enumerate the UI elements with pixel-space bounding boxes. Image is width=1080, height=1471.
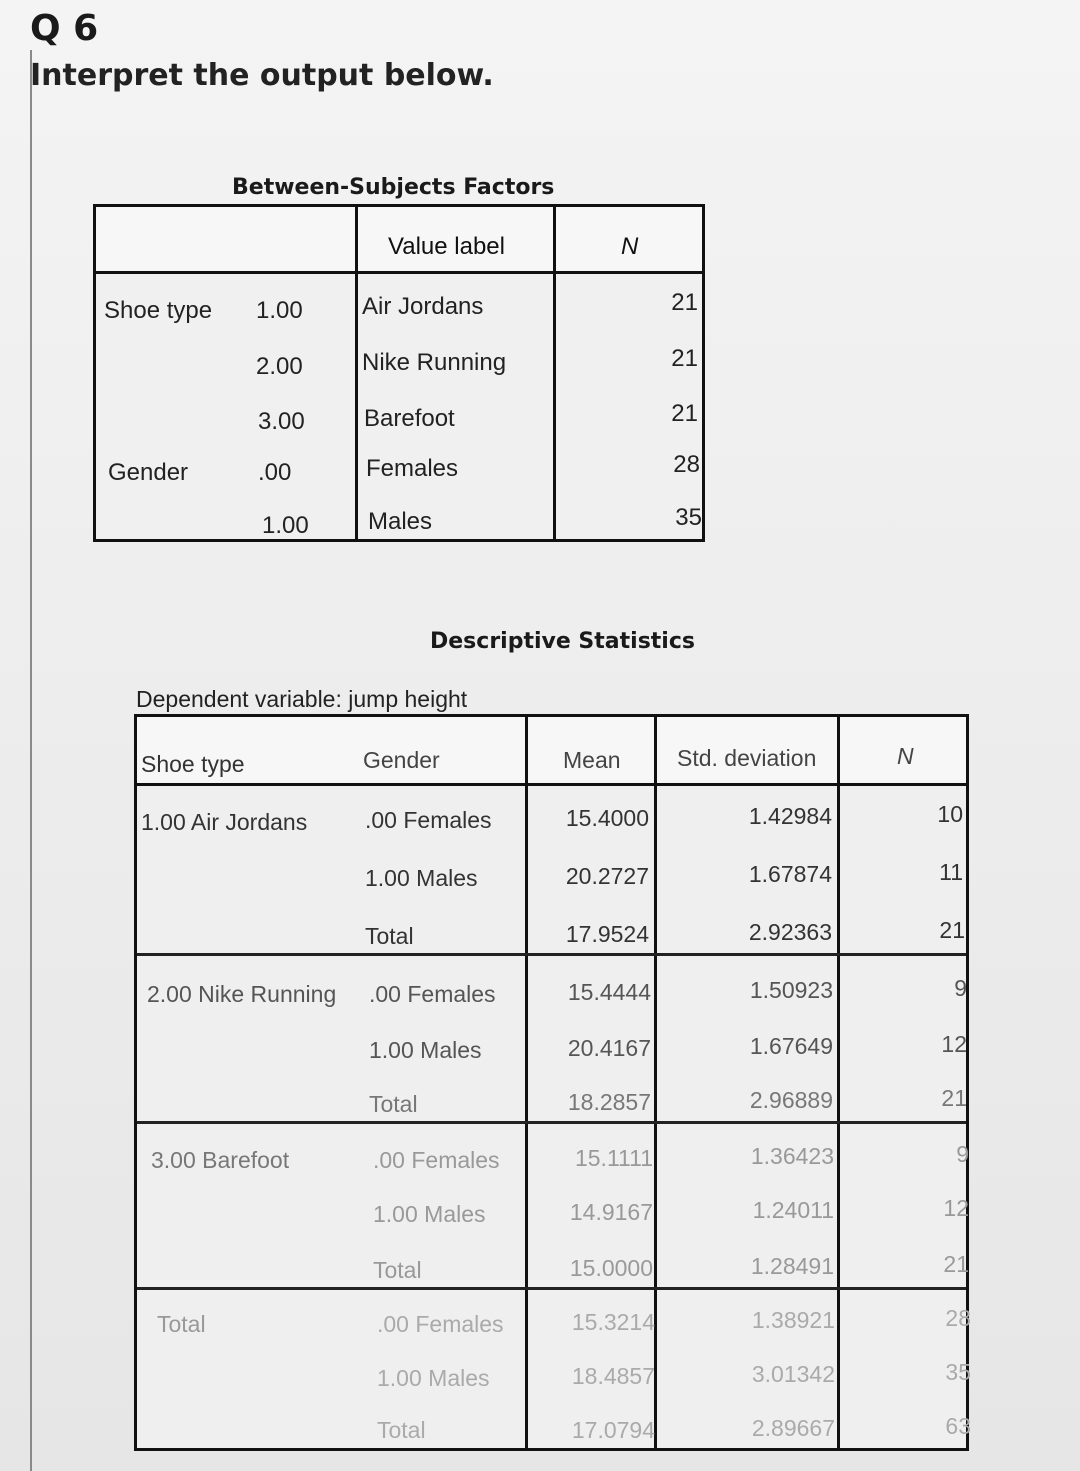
gender-label: .00 Females xyxy=(373,1147,500,1173)
shoe-type-label: 2.00 Nike Running xyxy=(147,981,337,1007)
sd-value: 2.92363 xyxy=(748,919,832,945)
gender-label: Total xyxy=(365,923,414,949)
factor-value: 3.00 xyxy=(258,408,305,435)
header-n: N xyxy=(621,233,639,260)
header-gender: Gender xyxy=(363,747,440,773)
gender-label: 1.00 Males xyxy=(365,865,478,891)
sd-value: 1.42984 xyxy=(748,803,832,829)
n-value: 35 xyxy=(945,1359,971,1385)
gender-label: Total xyxy=(369,1091,418,1117)
value-label: Females xyxy=(366,455,459,482)
n-value: 28 xyxy=(945,1305,971,1331)
n-value: 9 xyxy=(956,1141,969,1167)
group-divider xyxy=(137,1121,966,1124)
header-value-label: Value label xyxy=(388,233,505,260)
question-prompt: Interpret the output below. xyxy=(30,58,494,93)
shoe-type-label: 3.00 Barefoot xyxy=(151,1147,290,1173)
n-value: 21 xyxy=(941,1085,967,1111)
header-shoe-type: Shoe type xyxy=(141,751,245,777)
factor-value: .00 xyxy=(258,459,292,486)
question-number: Q 6 xyxy=(30,8,99,49)
mean-value: 15.4444 xyxy=(567,979,651,1005)
mean-value: 18.2857 xyxy=(567,1089,651,1115)
value-label: Air Jordans xyxy=(362,293,484,320)
factor-n: 35 xyxy=(675,504,702,531)
sd-value: 1.24011 xyxy=(752,1197,834,1223)
descriptive-statistics-table xyxy=(134,714,969,1451)
sd-value: 1.67649 xyxy=(749,1033,833,1059)
mean-value: 20.4167 xyxy=(567,1035,651,1061)
sd-value: 1.67874 xyxy=(748,861,832,887)
factor-n: 28 xyxy=(673,451,700,478)
factor-n: 21 xyxy=(671,289,698,316)
descriptive-statistics-caption: Descriptive Statistics xyxy=(430,629,695,654)
gender-label: Total xyxy=(373,1257,422,1283)
dependent-variable-label: Dependent variable: jump height xyxy=(136,686,468,712)
gender-label: 1.00 Males xyxy=(377,1365,490,1391)
column-divider xyxy=(553,207,556,539)
column-divider xyxy=(355,207,358,539)
mean-value: 15.1111 xyxy=(574,1145,653,1171)
between-subjects-caption: Between-Subjects Factors xyxy=(232,175,555,200)
factor-n: 21 xyxy=(671,400,698,427)
value-label: Barefoot xyxy=(364,405,455,432)
mean-value: 17.9524 xyxy=(565,921,649,947)
column-divider xyxy=(837,717,840,1448)
value-label: Nike Running xyxy=(362,349,507,376)
mean-value: 18.4857 xyxy=(571,1363,655,1389)
column-divider xyxy=(525,717,528,1448)
group-divider xyxy=(137,1287,966,1290)
factor-n: 21 xyxy=(671,345,698,372)
table-header-row xyxy=(137,717,966,786)
n-value: 63 xyxy=(945,1413,971,1439)
gender-label: .00 Females xyxy=(377,1311,504,1337)
sd-value: 3.01342 xyxy=(751,1361,835,1387)
gender-label: Total xyxy=(377,1417,426,1443)
sd-value: 2.89667 xyxy=(751,1415,835,1441)
mean-value: 15.3214 xyxy=(571,1309,655,1335)
sd-value: 1.28491 xyxy=(750,1253,834,1279)
n-value: 21 xyxy=(939,917,965,943)
n-value: 21 xyxy=(943,1251,969,1277)
header-n: N xyxy=(897,743,914,769)
gender-label: .00 Females xyxy=(369,981,496,1007)
sd-value: 1.50923 xyxy=(749,977,833,1003)
gender-label: 1.00 Males xyxy=(369,1037,482,1063)
shoe-type-label: 1.00 Air Jordans xyxy=(141,809,308,835)
header-std-deviation: Std. deviation xyxy=(677,745,817,771)
mean-value: 20.2727 xyxy=(565,863,649,889)
left-margin-rule xyxy=(30,50,32,1471)
n-value: 9 xyxy=(954,975,967,1001)
n-value: 10 xyxy=(937,801,963,827)
sd-value: 1.38921 xyxy=(751,1307,835,1333)
factor-name: Gender xyxy=(108,459,189,486)
factor-value: 1.00 xyxy=(256,297,303,324)
value-label: Males xyxy=(368,508,433,535)
gender-label: .00 Females xyxy=(365,807,492,833)
factor-value: 1.00 xyxy=(262,512,309,539)
mean-value: 15.4000 xyxy=(565,805,649,831)
group-divider xyxy=(137,953,966,956)
sd-value: 1.36423 xyxy=(750,1143,834,1169)
mean-value: 14.9167 xyxy=(569,1199,653,1225)
mean-value: 15.0000 xyxy=(569,1255,653,1281)
column-divider xyxy=(654,717,657,1448)
header-mean: Mean xyxy=(563,747,621,773)
n-value: 12 xyxy=(941,1031,967,1057)
shoe-type-label: Total xyxy=(157,1311,206,1337)
between-subjects-table xyxy=(93,204,705,542)
mean-value: 17.0794 xyxy=(571,1417,655,1443)
n-value: 11 xyxy=(939,859,963,885)
factor-name: Shoe type xyxy=(104,297,213,324)
gender-label: 1.00 Males xyxy=(373,1201,486,1227)
sd-value: 2.96889 xyxy=(749,1087,833,1113)
n-value: 12 xyxy=(943,1195,969,1221)
factor-value: 2.00 xyxy=(256,353,303,380)
